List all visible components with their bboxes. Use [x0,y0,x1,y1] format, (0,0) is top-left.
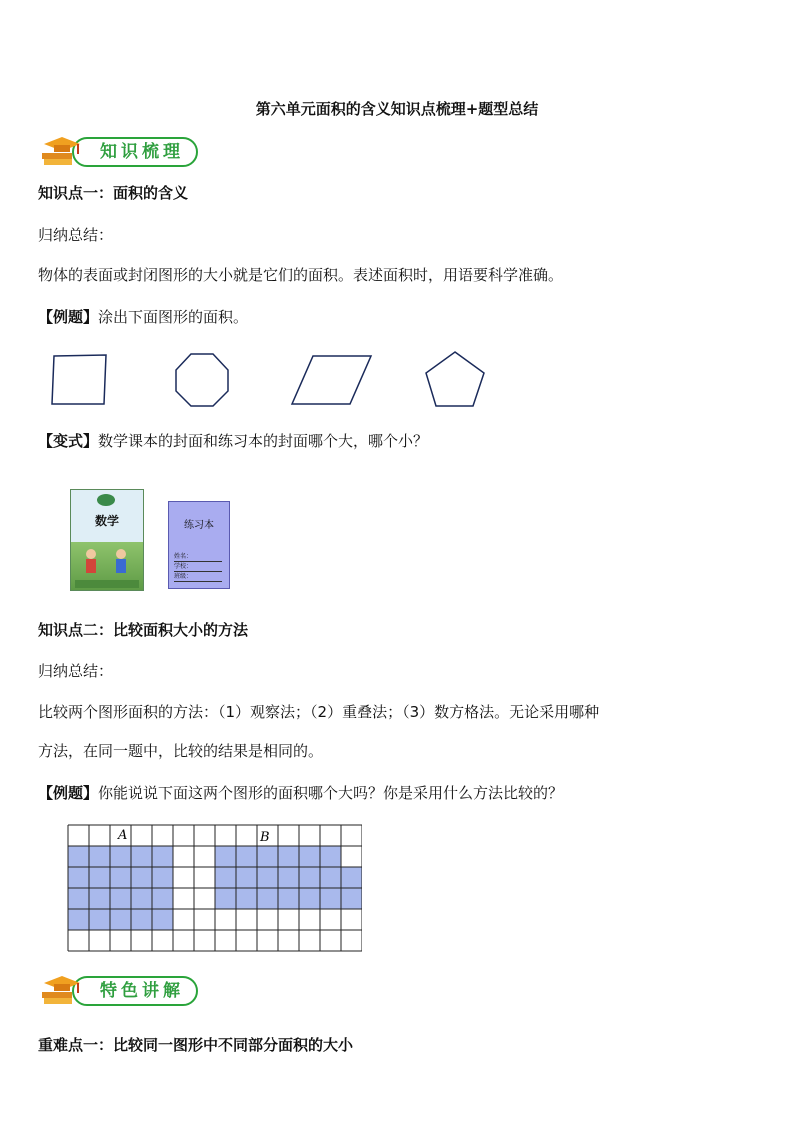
variant1-tag: 【变式】 [38,432,99,450]
point1-text: 物体的表面或封闭图形的大小就是它们的面积。表述面积时，用语要科学准确。 [38,266,564,284]
banner-pill [72,137,198,167]
example1 [38,306,248,328]
pentagon-shape [426,352,484,406]
point2-summary-label: 归纳总结： [38,662,114,680]
book-illustration [71,542,143,590]
section-banner-special [38,973,218,1007]
graduation-cap-icon [38,134,86,168]
notebook-field-class: 班级： [174,572,222,582]
example1-tag: 【例题】 [38,308,99,326]
graduation-cap-icon [38,973,86,1007]
book-title: 数学 [94,514,119,528]
point1-summary-label: 归纳总结： [38,226,114,244]
banner-label: 特色讲解 [100,981,184,1001]
variant1-text: 数学课本的封面和练习本的封面哪个大，哪个小？ [98,432,429,450]
example2-text: 你能说说下面这两个图形的面积哪个大吗？你是采用什么方法比较的？ [98,784,564,802]
point2-text-line2: 方法，在同一题中，比较的结果是相同的。 [38,742,324,760]
grid-lines [68,825,362,951]
example1-text: 涂出下面图形的面积。 [98,308,249,326]
example1-shapes [40,340,510,420]
banner-pill [72,976,198,1006]
grid-label-b: B [260,830,270,845]
grid-label-a: A [118,828,128,843]
notebook-title: 练习本 [184,520,214,531]
variant1 [38,430,428,452]
math-book-cover [70,489,144,591]
banner-label: 知识梳理 [100,142,184,162]
exercise-book-cover [168,501,230,589]
notebook-field-school: 学校： [174,562,222,572]
example2-tag: 【例题】 [38,784,99,802]
shape-b-fill [215,846,362,909]
parallelogram-shape [292,356,371,404]
book-logo [97,494,115,506]
area-grid [66,824,362,952]
notebook-field-name: 姓名： [174,552,222,562]
notebook-fields [174,552,222,582]
example2 [38,782,563,804]
point1-heading: 知识点一：面积的含义 [38,184,189,202]
point2-text-line1: 比较两个图形面积的方法：（1）观察法；（2）重叠法；（3）数方格法。无论采用哪种 [38,703,600,721]
difficulty1-heading: 重难点一：比较同一图形中不同部分面积的大小 [38,1036,354,1054]
octagon-shape [176,354,228,406]
page-title: 第六单元面积的含义知识点梳理+题型总结 [255,100,539,118]
section-banner-knowledge [38,134,218,168]
point2-heading: 知识点二：比较面积大小的方法 [38,621,249,639]
square-shape [52,355,106,404]
